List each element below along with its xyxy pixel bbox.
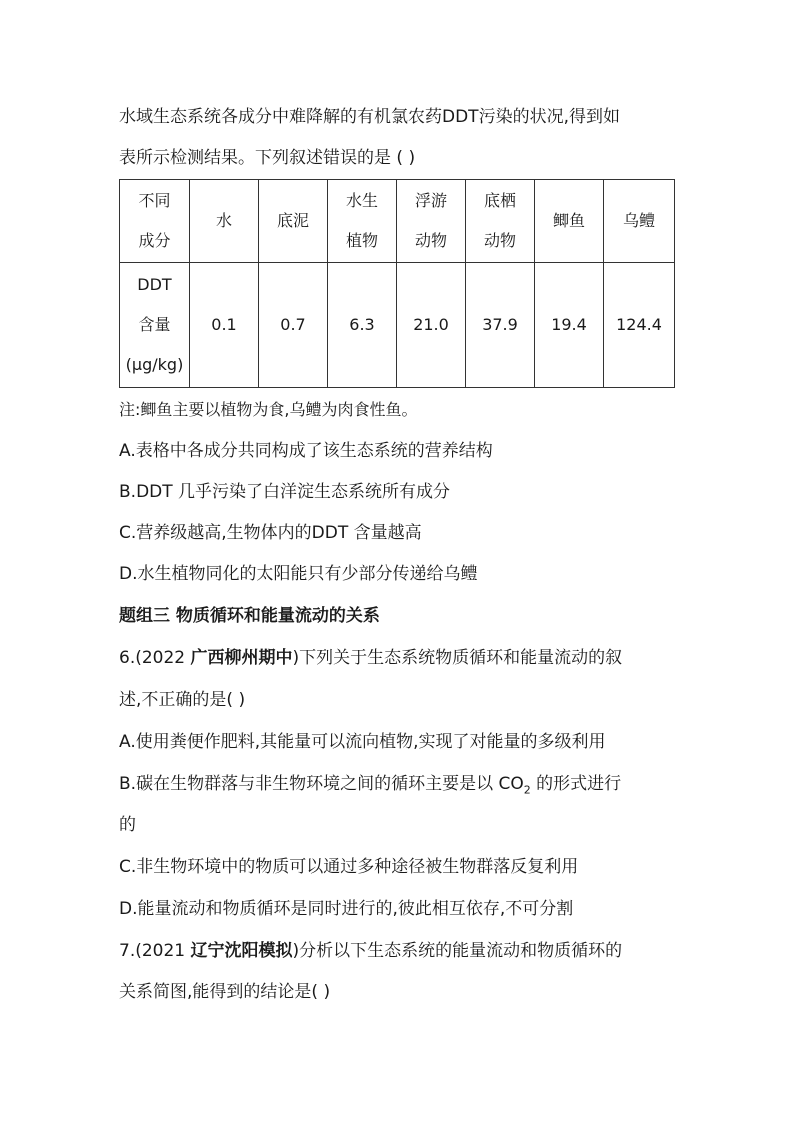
option-c: C.非生物环境中的物质可以通过多种途径被生物群落反复利用 — [119, 857, 579, 877]
question-5-stem-line-2: 表所示检测结果。下列叙述错误的是 ( ) — [119, 148, 416, 168]
header-cell-component: 不同 成分 — [120, 180, 190, 263]
section-title: 题组三 物质循环和能量流动的关系 — [119, 606, 380, 626]
question-7-source: 辽宁沈阳模拟 — [190, 941, 293, 961]
option-c: C.营养级越高,生物体内的DDT 含量越高 — [119, 523, 422, 543]
question-7-stem-line-1: 7.(2021 辽宁沈阳模拟)分析以下生态系统的能量流动和物质循环的 — [119, 941, 623, 961]
question-6-stem-line-2: 述,不正确的是( ) — [119, 690, 246, 710]
row-label-ddt-content: DDT 含量 (μg/kg) — [120, 263, 190, 388]
value-cell: 21.0 — [397, 263, 466, 388]
question-6-source: 广西柳州期中 — [190, 648, 293, 668]
header-cell-zooplankton: 浮游 动物 — [397, 180, 466, 263]
option-a: A.表格中各成分共同构成了该生态系统的营养结构 — [119, 441, 493, 461]
header-cell-snakehead: 乌鳢 — [604, 180, 675, 263]
option-a: A.使用粪便作肥料,其能量可以流向植物,实现了对能量的多级利用 — [119, 732, 606, 752]
question-6-stem-line-1: 6.(2022 广西柳州期中)下列关于生态系统物质循环和能量流动的叙 — [119, 648, 623, 668]
ddt-table — [119, 179, 675, 388]
value-cell: 0.1 — [190, 263, 259, 388]
option-b-continued: 的 — [119, 815, 136, 835]
question-5-stem-line-1: 水域生态系统各成分中难降解的有机氯农药DDT污染的状况,得到如 — [119, 107, 620, 127]
header-cell-crucian-carp: 鲫鱼 — [535, 180, 604, 263]
option-d: D.能量流动和物质循环是同时进行的,彼此相互依存,不可分割 — [119, 899, 574, 919]
option-b: B.DDT 几乎污染了白洋淀生态系统所有成分 — [119, 482, 451, 502]
value-cell: 37.9 — [466, 263, 535, 388]
value-cell: 19.4 — [535, 263, 604, 388]
table-note: 注:鲫鱼主要以植物为食,乌鳢为肉食性鱼。 — [119, 400, 418, 419]
question-7-stem-line-2: 关系简图,能得到的结论是( ) — [119, 982, 331, 1002]
header-cell-sediment: 底泥 — [259, 180, 328, 263]
table-value-row — [120, 263, 675, 388]
table-header-row — [120, 180, 675, 263]
option-d: D.水生植物同化的太阳能只有少部分传递给乌鳢 — [119, 564, 478, 584]
option-b: B.碳在生物群落与非生物环境之间的循环主要是以 $CO_2$ 的形式进行 — [119, 774, 622, 797]
header-cell-aquatic-plants: 水生 植物 — [328, 180, 397, 263]
co2-subscript: 2 — [523, 783, 531, 797]
header-cell-water: 水 — [190, 180, 259, 263]
value-cell: 0.7 — [259, 263, 328, 388]
value-cell: 6.3 — [328, 263, 397, 388]
value-cell: 124.4 — [604, 263, 675, 388]
header-cell-benthos: 底栖 动物 — [466, 180, 535, 263]
